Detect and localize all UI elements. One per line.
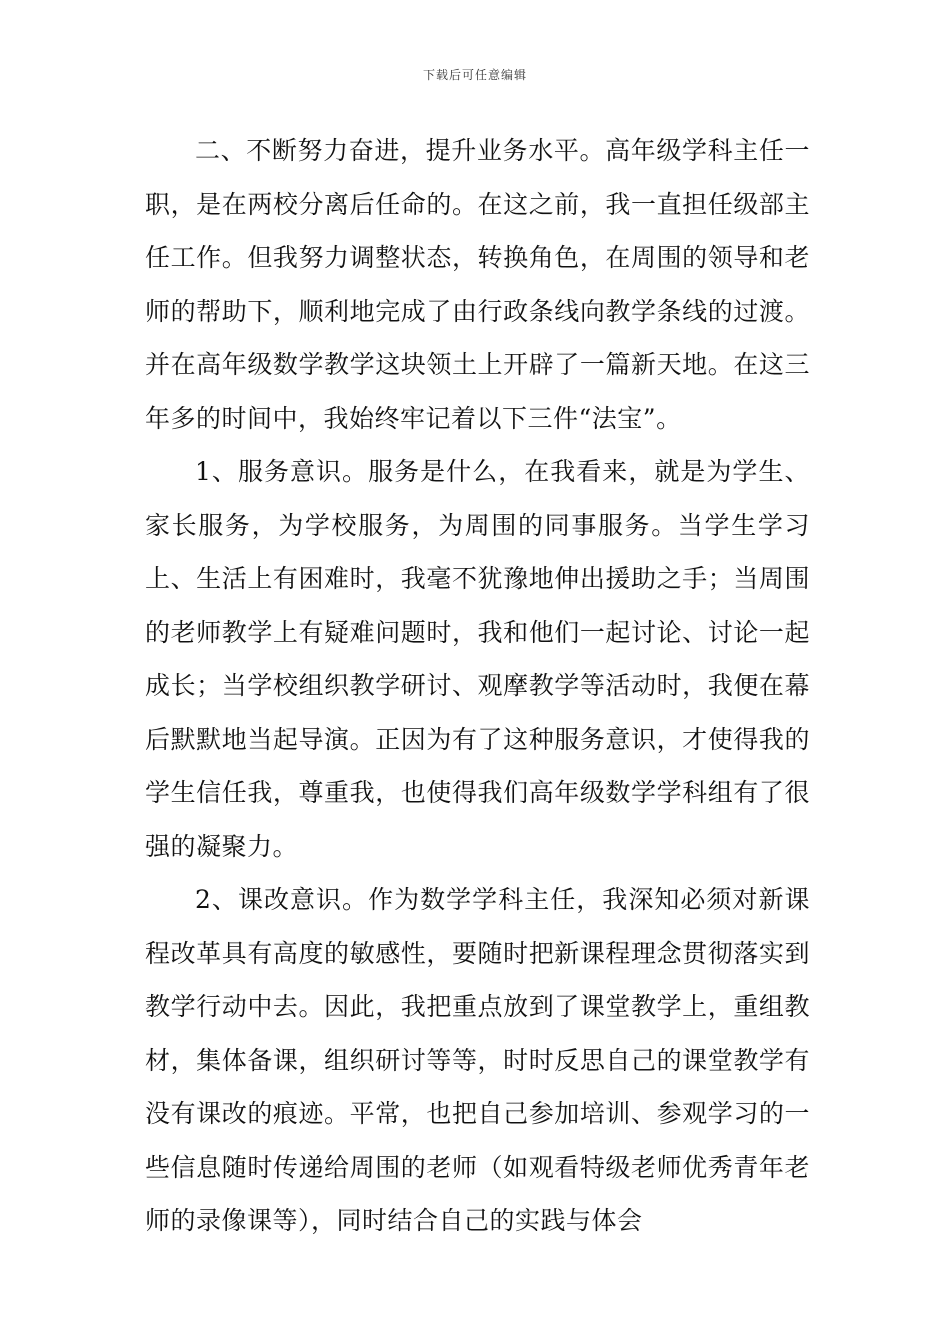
paragraph-section-two: 二、不断努力奋进，提升业务水平。高年级学科主任一职，是在两校分离后任命的。在这之前，我一直担任级部主任工作。但我努力调整状态，转换角色，在周围的领导和老师的帮助下，顺利地完成了由行政条线向教学条线的过渡。并在高年级数学教学这块领土上开辟了一篇新天地。在这三年多的时间中，我始终牢记着以下三件“法宝”。 xyxy=(145,136,810,433)
document-body xyxy=(145,124,810,1248)
header-note: 下载后可任意编辑 xyxy=(422,68,527,82)
paragraph-service-awareness: 1、服务意识。服务是什么，在我看来，就是为学生、家长服务，为学校服务，为周围的同事服务。当学生学习上、生活上有困难时，我毫不犹豫地伸出援助之手；当周围的老师教学上有疑难问题时，我和他们一起讨论、讨论一起成长；当学校组织教学研讨、观摩教学等活动时，我便在幕后默默地当起导演。正因为有了这种服务意识，才使得我的学生信任我，尊重我，也使得我们高年级数学学科组有了很强的凝聚力。 xyxy=(145,457,810,861)
paragraph-reform-awareness: 2、课改意识。作为数学学科主任，我深知必须对新课程改革具有高度的敏感性，要随时把新课程理念贯彻落实到教学行动中去。因此，我把重点放到了课堂教学上，重组教材，集体备课，组织研讨等等，时时反思自己的课堂教学有没有课改的痕迹。平常，也把自己参加培训、参观学习的一些信息随时传递给周围的老师（如观看特级老师优秀青年老师的录像课等），同时结合自己的实践与体会 xyxy=(145,885,810,1235)
